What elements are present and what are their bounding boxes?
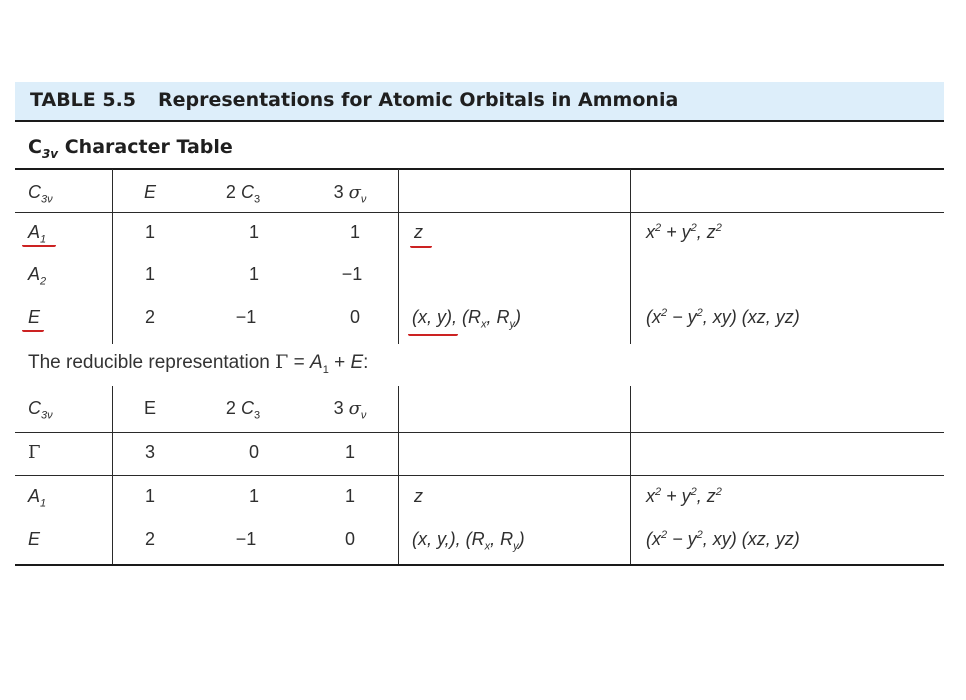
character-value: 2 xyxy=(144,529,156,549)
character-value: 0 xyxy=(349,307,361,327)
table2-divider xyxy=(112,386,113,564)
character-value: 1 xyxy=(144,222,156,242)
irrep-label: E xyxy=(28,307,41,327)
quadratic-function: ($x^2 - y^2$, xy) (xz, yz) xyxy=(646,307,800,327)
character-value: 0 xyxy=(344,529,356,549)
group-label: $C_{3\nu}$ xyxy=(28,182,53,206)
op-header: 2 $C_3$ xyxy=(225,182,261,206)
group-label: $C_{3\nu}$ xyxy=(28,398,53,422)
red-underline xyxy=(22,330,44,332)
gamma-label: Γ xyxy=(28,442,41,463)
linear-function: (x, y,), ($R_x$, $R_y$) xyxy=(412,529,525,553)
character-value: 1 xyxy=(344,486,356,506)
table-number: TABLE 5.5 xyxy=(30,89,137,111)
red-underline xyxy=(22,245,56,247)
character-value: 1 xyxy=(248,264,260,284)
op-header: 2 $C_3$ xyxy=(225,398,261,422)
character-value: 1 xyxy=(248,486,260,506)
table1-divider xyxy=(398,169,399,344)
quadratic-function: $x^2 + y^2$, $z^2$ xyxy=(646,222,722,242)
character-value: 1 xyxy=(144,486,156,506)
linear-function: z xyxy=(414,222,423,242)
table1-top-rule xyxy=(15,168,944,170)
quadratic-function: $x^2 + y^2$, $z^2$ xyxy=(646,486,722,506)
character-value: −1 xyxy=(235,307,257,327)
character-value: 1 xyxy=(144,264,156,284)
table2-divider xyxy=(398,386,399,564)
table1-header-rule xyxy=(15,212,944,213)
table2-divider xyxy=(630,386,631,564)
irrep-label: $A_1$ xyxy=(28,486,47,510)
character-value: 3 xyxy=(144,442,156,462)
irrep-label: E xyxy=(28,529,41,549)
character-value: 1 xyxy=(344,442,356,462)
linear-function: z xyxy=(414,486,423,506)
table1-divider xyxy=(112,169,113,344)
character-value: −1 xyxy=(341,264,363,284)
linear-function: (x, y), ($R_x$, $R_y$) xyxy=(412,307,522,331)
op-header: E xyxy=(143,182,157,202)
op-header: 3 $\sigma_\nu$ xyxy=(333,398,367,422)
irrep-label: $A_2$ xyxy=(28,264,47,288)
character-value: 1 xyxy=(349,222,361,242)
quadratic-function: ($x^2 - y^2$, xy) (xz, yz) xyxy=(646,529,800,549)
red-underline xyxy=(410,246,432,248)
character-value: 1 xyxy=(248,222,260,242)
irrep-label: $A_1$ xyxy=(28,222,47,246)
character-value: 0 xyxy=(248,442,260,462)
op-header: E xyxy=(143,398,157,418)
character-value: 2 xyxy=(144,307,156,327)
table2-bottom-rule xyxy=(15,564,944,566)
table-title: Representations for Atomic Orbitals in Ammonia xyxy=(158,89,679,111)
table-header xyxy=(15,82,944,122)
table1-divider xyxy=(630,169,631,344)
op-header: 3 $\sigma_\nu$ xyxy=(333,182,367,206)
table2-gamma-rule xyxy=(15,475,944,476)
red-underline xyxy=(408,334,458,336)
character-table-heading: $C_{3v}$ Character Table xyxy=(28,136,233,161)
character-value: −1 xyxy=(235,529,257,549)
reducible-representation-text: The reducible representation $\Gamma = A_1 + E$: xyxy=(28,351,369,376)
table2-header-rule xyxy=(15,432,944,433)
